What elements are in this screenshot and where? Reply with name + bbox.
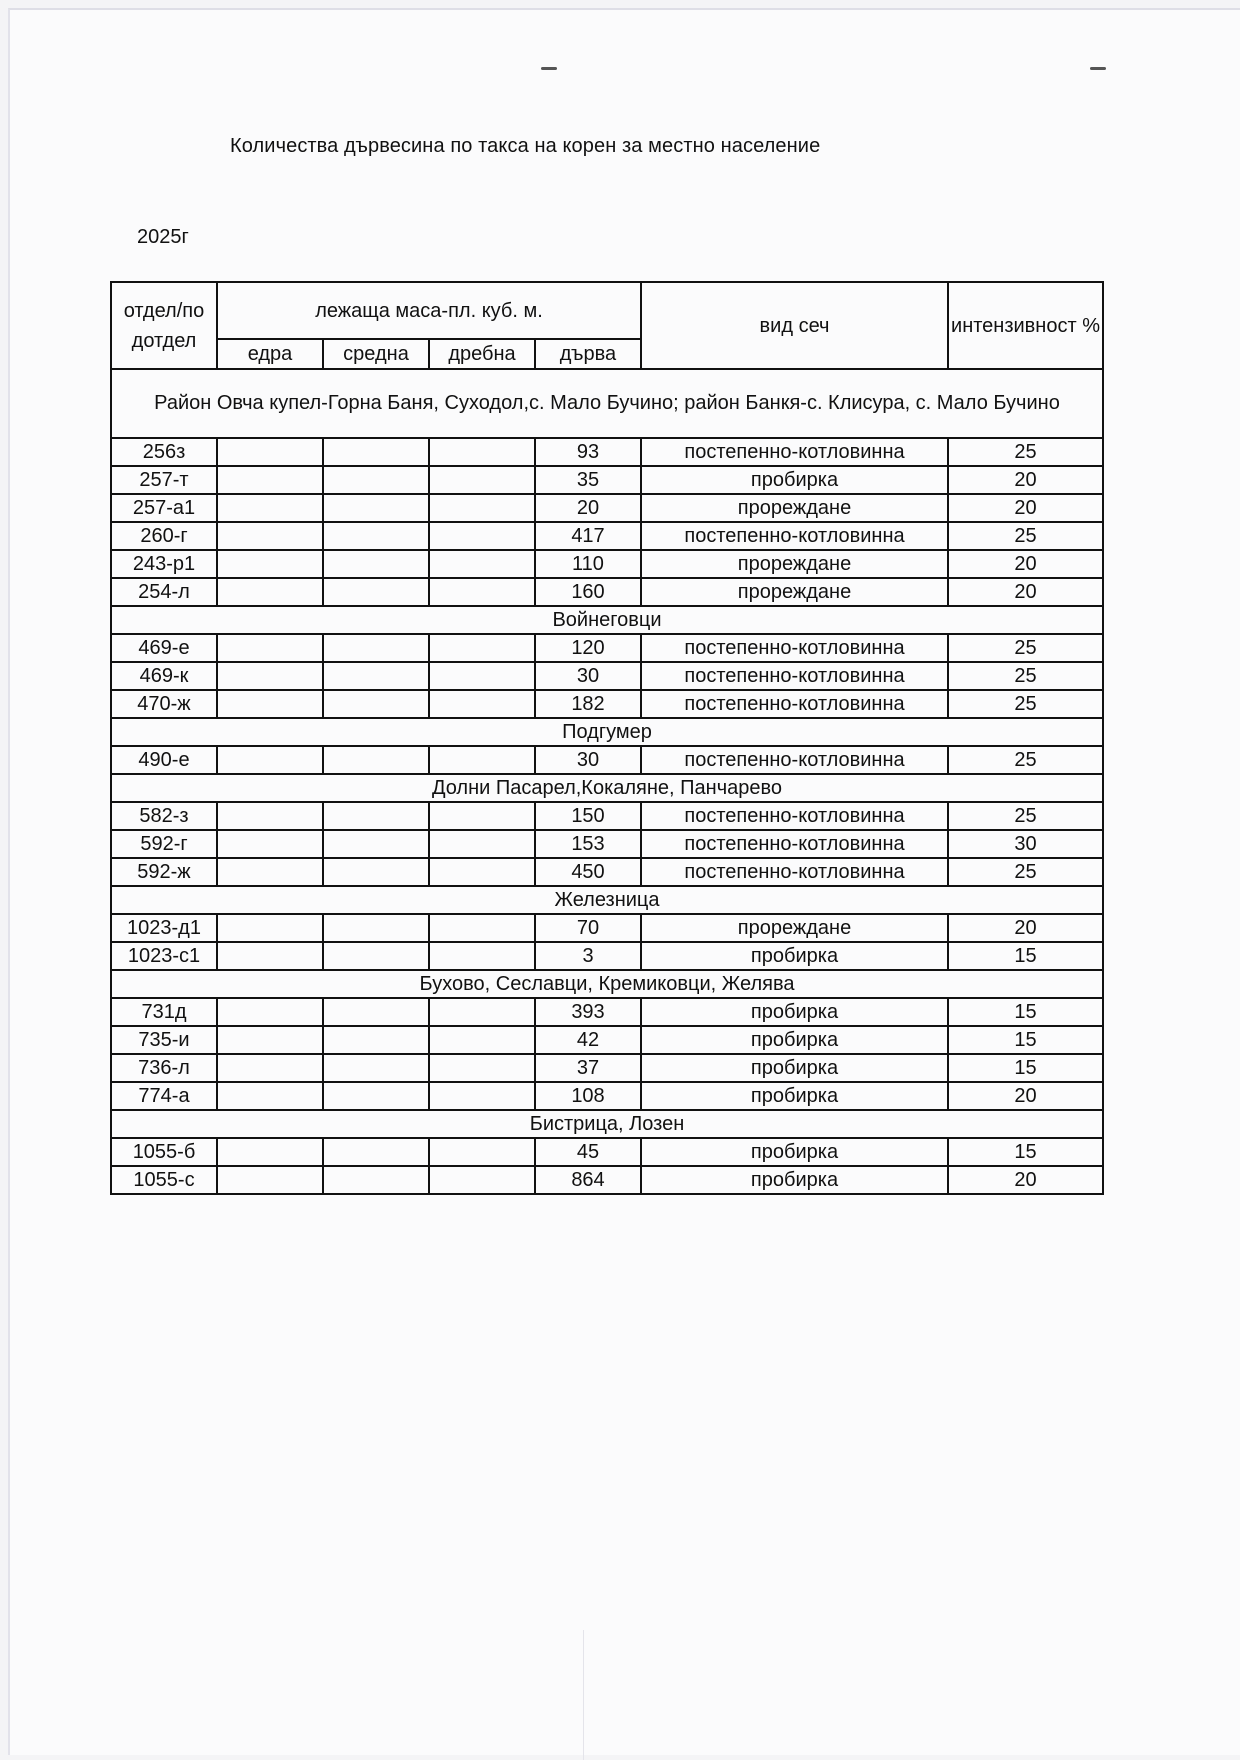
sredna-cell: [323, 1054, 429, 1082]
table-row: [111, 522, 1103, 550]
cut-type-cell: пробирка: [641, 466, 948, 494]
intensity-cell: 20: [948, 550, 1103, 578]
cut-type-cell: пробирка: [641, 1026, 948, 1054]
sredna-cell: [323, 466, 429, 494]
drebna-cell: [429, 858, 535, 886]
section-cell: 469-е: [111, 634, 217, 662]
region-name: Железница: [111, 886, 1103, 914]
edra-cell: [217, 690, 323, 718]
cut-type-cell: пробирка: [641, 1082, 948, 1110]
drebna-cell: [429, 942, 535, 970]
scan-mark: [1090, 67, 1106, 70]
drebna-cell: [429, 1082, 535, 1110]
drebna-cell: [429, 494, 535, 522]
cut-type-cell: прореждане: [641, 494, 948, 522]
table-row: [111, 1082, 1103, 1110]
darva-cell: 160: [535, 578, 641, 606]
scan-mark: [541, 67, 557, 70]
darva-cell: 864: [535, 1166, 641, 1194]
darva-cell: 20: [535, 494, 641, 522]
cut-type-cell: постепенно-котловинна: [641, 438, 948, 466]
header-cut-type: вид сеч: [641, 282, 948, 369]
scan-fold-line: [583, 1630, 584, 1760]
edra-cell: [217, 438, 323, 466]
table-row: [111, 634, 1103, 662]
sredna-cell: [323, 494, 429, 522]
region-name: Бистрица, Лозен: [111, 1110, 1103, 1138]
edra-cell: [217, 522, 323, 550]
edra-cell: [217, 746, 323, 774]
section-cell: 490-е: [111, 746, 217, 774]
sredna-cell: [323, 690, 429, 718]
edra-cell: [217, 998, 323, 1026]
cut-type-cell: пробирка: [641, 1166, 948, 1194]
intensity-cell: 25: [948, 690, 1103, 718]
edra-cell: [217, 858, 323, 886]
table-row: [111, 466, 1103, 494]
edra-cell: [217, 802, 323, 830]
region-row: [111, 606, 1103, 634]
intensity-cell: 15: [948, 998, 1103, 1026]
darva-cell: 35: [535, 466, 641, 494]
edra-cell: [217, 494, 323, 522]
section-cell: 470-ж: [111, 690, 217, 718]
edra-cell: [217, 1082, 323, 1110]
cut-type-cell: постепенно-котловинна: [641, 830, 948, 858]
header-intensity: интензивност %: [948, 282, 1103, 369]
intensity-cell: 25: [948, 522, 1103, 550]
header-mass: лежаща маса-пл. куб. м.: [217, 282, 641, 339]
region-row: [111, 886, 1103, 914]
region-row: [111, 369, 1103, 438]
table-row: [111, 746, 1103, 774]
darva-cell: 417: [535, 522, 641, 550]
region-name: Бухово, Сеславци, Кремиковци, Желява: [111, 970, 1103, 998]
sredna-cell: [323, 550, 429, 578]
sredna-cell: [323, 942, 429, 970]
intensity-cell: 15: [948, 1026, 1103, 1054]
drebna-cell: [429, 998, 535, 1026]
table-row: [111, 1026, 1103, 1054]
sredna-cell: [323, 858, 429, 886]
sredna-cell: [323, 830, 429, 858]
darva-cell: 393: [535, 998, 641, 1026]
edra-cell: [217, 634, 323, 662]
intensity-cell: 25: [948, 746, 1103, 774]
drebna-cell: [429, 830, 535, 858]
cut-type-cell: постепенно-котловинна: [641, 802, 948, 830]
drebna-cell: [429, 550, 535, 578]
cut-type-cell: постепенно-котловинна: [641, 690, 948, 718]
cut-type-cell: пробирка: [641, 942, 948, 970]
header-sredna: средна: [323, 339, 429, 369]
intensity-cell: 15: [948, 1138, 1103, 1166]
section-cell: 592-ж: [111, 858, 217, 886]
table-row: [111, 1138, 1103, 1166]
intensity-cell: 20: [948, 578, 1103, 606]
section-cell: 774-а: [111, 1082, 217, 1110]
drebna-cell: [429, 1166, 535, 1194]
table-row: [111, 690, 1103, 718]
drebna-cell: [429, 438, 535, 466]
sredna-cell: [323, 998, 429, 1026]
edra-cell: [217, 578, 323, 606]
darva-cell: 182: [535, 690, 641, 718]
drebna-cell: [429, 746, 535, 774]
darva-cell: 37: [535, 1054, 641, 1082]
section-cell: 243-р1: [111, 550, 217, 578]
darva-cell: 30: [535, 746, 641, 774]
sredna-cell: [323, 578, 429, 606]
darva-cell: 153: [535, 830, 641, 858]
sredna-cell: [323, 746, 429, 774]
drebna-cell: [429, 578, 535, 606]
intensity-cell: 20: [948, 914, 1103, 942]
sredna-cell: [323, 438, 429, 466]
region-row: [111, 1110, 1103, 1138]
drebna-cell: [429, 662, 535, 690]
darva-cell: 150: [535, 802, 641, 830]
edra-cell: [217, 1166, 323, 1194]
drebna-cell: [429, 802, 535, 830]
table-row: [111, 830, 1103, 858]
section-cell: 731д: [111, 998, 217, 1026]
table-row: [111, 858, 1103, 886]
table-row: [111, 942, 1103, 970]
cut-type-cell: прореждане: [641, 578, 948, 606]
darva-cell: 42: [535, 1026, 641, 1054]
intensity-cell: 25: [948, 858, 1103, 886]
intensity-cell: 15: [948, 942, 1103, 970]
intensity-cell: 25: [948, 802, 1103, 830]
darva-cell: 93: [535, 438, 641, 466]
section-cell: 469-к: [111, 662, 217, 690]
edra-cell: [217, 466, 323, 494]
section-cell: 254-л: [111, 578, 217, 606]
darva-cell: 45: [535, 1138, 641, 1166]
intensity-cell: 20: [948, 1082, 1103, 1110]
sredna-cell: [323, 1026, 429, 1054]
darva-cell: 450: [535, 858, 641, 886]
document-year: 2025г: [137, 226, 189, 248]
sredna-cell: [323, 802, 429, 830]
sredna-cell: [323, 1138, 429, 1166]
section-cell: 1023-д1: [111, 914, 217, 942]
cut-type-cell: постепенно-котловинна: [641, 662, 948, 690]
darva-cell: 30: [535, 662, 641, 690]
section-cell: 735-и: [111, 1026, 217, 1054]
cut-type-cell: постепенно-котловинна: [641, 858, 948, 886]
section-cell: 257-а1: [111, 494, 217, 522]
table-row: [111, 494, 1103, 522]
edra-cell: [217, 942, 323, 970]
cut-type-cell: пробирка: [641, 1138, 948, 1166]
drebna-cell: [429, 1054, 535, 1082]
region-name: Долни Пасарел,Кокаляне, Панчарево: [111, 774, 1103, 802]
table-row: [111, 438, 1103, 466]
section-cell: 257-т: [111, 466, 217, 494]
edra-cell: [217, 1026, 323, 1054]
table-row: [111, 550, 1103, 578]
intensity-cell: 25: [948, 634, 1103, 662]
edra-cell: [217, 914, 323, 942]
intensity-cell: 25: [948, 662, 1103, 690]
sredna-cell: [323, 522, 429, 550]
edra-cell: [217, 1054, 323, 1082]
intensity-cell: 20: [948, 466, 1103, 494]
timber-table: [110, 281, 1104, 1195]
cut-type-cell: постепенно-котловинна: [641, 746, 948, 774]
cut-type-cell: прореждане: [641, 914, 948, 942]
region-row: [111, 774, 1103, 802]
intensity-cell: 25: [948, 438, 1103, 466]
section-cell: 1055-с: [111, 1166, 217, 1194]
section-cell: 1023-с1: [111, 942, 217, 970]
table-row: [111, 998, 1103, 1026]
intensity-cell: 15: [948, 1054, 1103, 1082]
sredna-cell: [323, 662, 429, 690]
intensity-cell: 30: [948, 830, 1103, 858]
cut-type-cell: постепенно-котловинна: [641, 522, 948, 550]
intensity-cell: 20: [948, 1166, 1103, 1194]
edra-cell: [217, 662, 323, 690]
drebna-cell: [429, 690, 535, 718]
table-row: [111, 1166, 1103, 1194]
darva-cell: 3: [535, 942, 641, 970]
cut-type-cell: пробирка: [641, 1054, 948, 1082]
drebna-cell: [429, 1026, 535, 1054]
edra-cell: [217, 550, 323, 578]
darva-cell: 120: [535, 634, 641, 662]
header-edra: едра: [217, 339, 323, 369]
section-cell: 582-з: [111, 802, 217, 830]
table-row: [111, 578, 1103, 606]
sredna-cell: [323, 914, 429, 942]
header-section: отдел/по дотдел: [111, 282, 217, 369]
table-row: [111, 1054, 1103, 1082]
section-cell: 1055-б: [111, 1138, 217, 1166]
region-row: [111, 718, 1103, 746]
drebna-cell: [429, 522, 535, 550]
section-cell: 736-л: [111, 1054, 217, 1082]
sredna-cell: [323, 1166, 429, 1194]
table-row: [111, 914, 1103, 942]
table-row: [111, 802, 1103, 830]
cut-type-cell: постепенно-котловинна: [641, 634, 948, 662]
drebna-cell: [429, 914, 535, 942]
edra-cell: [217, 830, 323, 858]
header-darva: дърва: [535, 339, 641, 369]
header-drebna: дребна: [429, 339, 535, 369]
drebna-cell: [429, 466, 535, 494]
region-name: Войнеговци: [111, 606, 1103, 634]
sredna-cell: [323, 1082, 429, 1110]
section-cell: 592-г: [111, 830, 217, 858]
darva-cell: 110: [535, 550, 641, 578]
drebna-cell: [429, 634, 535, 662]
edra-cell: [217, 1138, 323, 1166]
section-cell: 260-г: [111, 522, 217, 550]
cut-type-cell: прореждане: [641, 550, 948, 578]
drebna-cell: [429, 1138, 535, 1166]
intensity-cell: 20: [948, 494, 1103, 522]
region-name: Район Овча купел-Горна Баня, Суходол,с. Мало Бучино; район Банкя-с. Клисура, с. Мало Бучино: [111, 369, 1103, 438]
document-title: Количества дървесина по такса на корен за местно население: [230, 135, 821, 157]
darva-cell: 70: [535, 914, 641, 942]
cut-type-cell: пробирка: [641, 998, 948, 1026]
region-row: [111, 970, 1103, 998]
darva-cell: 108: [535, 1082, 641, 1110]
region-name: Подгумер: [111, 718, 1103, 746]
section-cell: 256з: [111, 438, 217, 466]
sredna-cell: [323, 634, 429, 662]
table-row: [111, 662, 1103, 690]
